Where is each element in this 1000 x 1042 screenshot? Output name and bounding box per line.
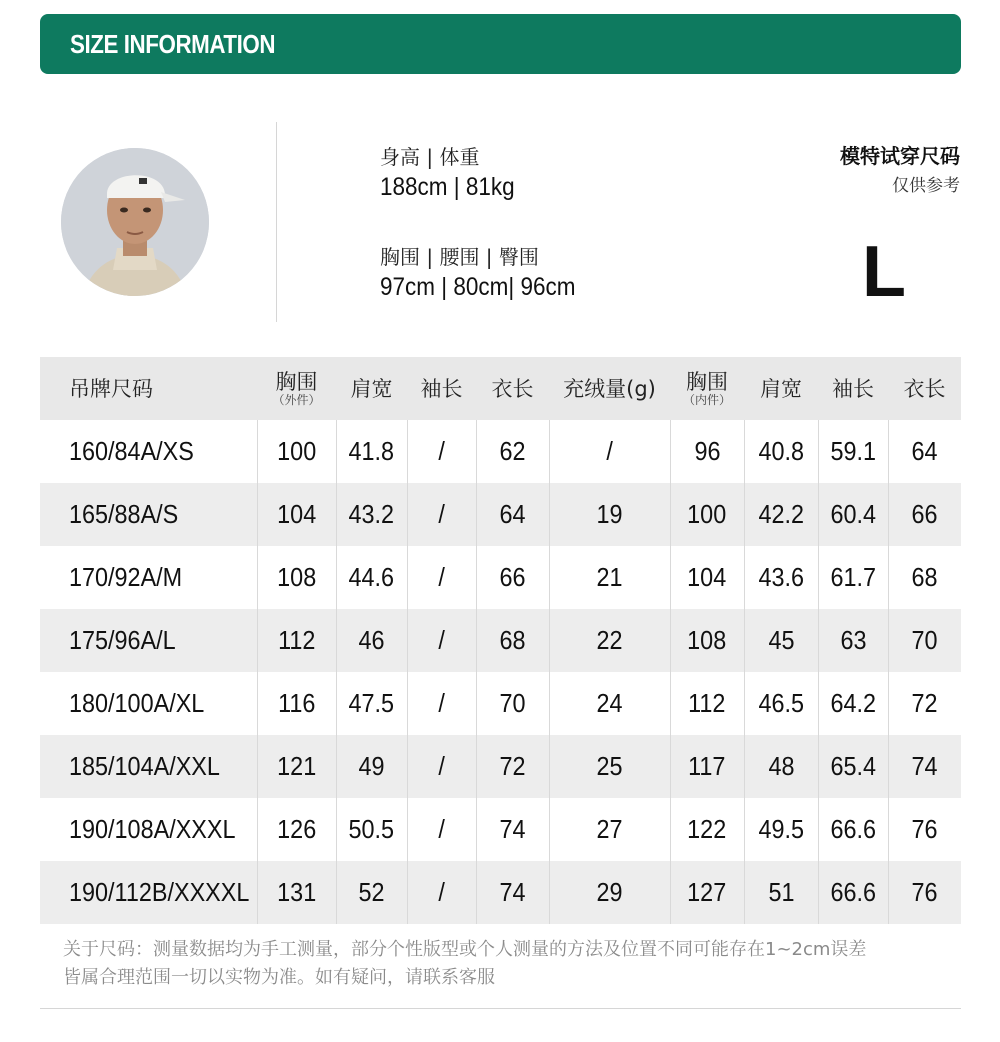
cell-value: 43.6 — [758, 562, 804, 592]
cell-value: 76 — [911, 814, 938, 844]
cell-value: 66 — [499, 562, 526, 592]
table-cell — [670, 861, 744, 924]
table-row — [40, 546, 961, 609]
size-label-cell — [40, 546, 257, 609]
cell-value: 70 — [911, 625, 938, 655]
table-cell — [670, 735, 744, 798]
header-cell — [407, 357, 476, 420]
table-header-row — [40, 357, 961, 420]
table-cell — [888, 609, 961, 672]
cell-value: 64 — [499, 499, 526, 529]
table-cell — [336, 798, 407, 861]
table-cell — [549, 609, 670, 672]
cell-value: 49 — [358, 751, 385, 781]
table-cell — [407, 672, 476, 735]
table-cell — [336, 483, 407, 546]
model-avatar — [61, 148, 209, 296]
header-label: 肩宽 — [760, 376, 802, 401]
cell-value: 21 — [596, 562, 623, 592]
cell-value: 100 — [276, 436, 317, 466]
table-row — [40, 798, 961, 861]
table-cell — [407, 420, 476, 483]
cell-value: 131 — [276, 877, 317, 907]
header-label: 吊牌尺码 — [69, 376, 153, 401]
table-cell — [744, 798, 818, 861]
table-cell — [818, 546, 888, 609]
table-cell — [744, 735, 818, 798]
cell-value: 41.8 — [348, 436, 395, 466]
cell-value: 46.5 — [758, 688, 804, 718]
cell-value: 43.2 — [348, 499, 395, 529]
size-label-cell — [40, 483, 257, 546]
header-cell — [549, 357, 670, 420]
cell-value: 62 — [499, 436, 526, 466]
height-weight-label: 身高 | 体重 — [380, 145, 480, 169]
cell-value: 127 — [687, 877, 727, 907]
table-cell — [257, 672, 336, 735]
header-cell — [336, 357, 407, 420]
header-label: 衣长 — [903, 376, 946, 401]
header-label: 衣长 — [491, 376, 534, 401]
table-cell — [549, 798, 670, 861]
size-label-cell — [40, 609, 257, 672]
cell-value: / — [438, 814, 445, 844]
fit-size-title: 模特试穿尺码 — [840, 144, 960, 168]
table-cell — [549, 735, 670, 798]
cell-value: 104 — [687, 562, 727, 592]
cell-value: 63 — [839, 625, 867, 655]
size-table — [40, 357, 961, 924]
header-cell — [888, 357, 961, 420]
table-cell — [670, 798, 744, 861]
cell-value: 74 — [499, 877, 526, 907]
table-cell — [744, 483, 818, 546]
cell-value: 64 — [911, 436, 938, 466]
table-cell — [744, 861, 818, 924]
table-cell — [336, 546, 407, 609]
table-cell — [670, 483, 744, 546]
cell-value: 27 — [596, 814, 623, 844]
cell-value: 100 — [687, 499, 727, 529]
table-cell — [549, 483, 670, 546]
size-note — [63, 936, 963, 992]
table-cell — [888, 798, 961, 861]
table-cell — [888, 735, 961, 798]
cell-value: 49.5 — [758, 814, 804, 844]
table-cell — [744, 672, 818, 735]
cell-value: 170/92A/M — [69, 562, 183, 592]
table-cell — [407, 609, 476, 672]
cell-value: 160/84A/XS — [69, 436, 194, 466]
table-cell — [818, 861, 888, 924]
cell-value: 40.8 — [758, 436, 804, 466]
table-cell — [476, 735, 549, 798]
cell-value: 24 — [596, 688, 623, 718]
size-label-cell — [40, 798, 257, 861]
cell-value: 44.6 — [348, 562, 395, 592]
header-label: 袖长 — [832, 376, 874, 401]
header-label: 充绒量(g) — [563, 376, 656, 401]
table-cell — [407, 546, 476, 609]
table-row — [40, 483, 961, 546]
cell-value: 117 — [688, 751, 726, 781]
body-measure-value: 97cm | 80cm| 96cm — [380, 273, 576, 301]
cell-value: / — [438, 877, 445, 907]
size-label-cell — [40, 420, 257, 483]
table-cell — [888, 420, 961, 483]
cell-value: 104 — [276, 499, 317, 529]
table-cell — [818, 420, 888, 483]
cell-value: 68 — [911, 562, 938, 592]
cell-value: 42.2 — [758, 499, 804, 529]
bottom-divider — [40, 1008, 961, 1009]
table-cell — [744, 546, 818, 609]
header-cell — [40, 357, 257, 420]
cell-value: 51 — [767, 877, 795, 907]
table-row — [40, 609, 961, 672]
vertical-divider — [276, 122, 277, 322]
table-cell — [257, 483, 336, 546]
cell-value: / — [606, 436, 613, 466]
table-cell — [818, 609, 888, 672]
header-label: 胸围 — [275, 370, 318, 394]
table-cell — [407, 483, 476, 546]
table-cell — [407, 798, 476, 861]
cell-value: 126 — [276, 814, 317, 844]
cell-value: 61.7 — [830, 562, 876, 592]
body-measure-label: 胸围 | 腰围 | 臀围 — [380, 245, 539, 269]
table-row — [40, 672, 961, 735]
size-label-cell — [40, 861, 257, 924]
table-cell — [670, 609, 744, 672]
table-cell — [407, 735, 476, 798]
model-portrait-icon — [61, 148, 209, 296]
cell-value: 72 — [911, 688, 938, 718]
cell-value: 47.5 — [348, 688, 395, 718]
table-cell — [336, 861, 407, 924]
cell-value: 48 — [767, 751, 795, 781]
cell-value: 52 — [358, 877, 385, 907]
size-label-cell — [40, 735, 257, 798]
table-cell — [476, 546, 549, 609]
table-header — [40, 357, 961, 420]
table-cell — [670, 546, 744, 609]
cell-value: 72 — [499, 751, 526, 781]
table-cell — [549, 420, 670, 483]
cell-value: 25 — [596, 751, 623, 781]
cell-value: 121 — [276, 751, 317, 781]
table-cell — [744, 420, 818, 483]
header-cell — [476, 357, 549, 420]
cell-value: 29 — [596, 877, 623, 907]
size-note-line-1: 关于尺码：测量数据均为手工测量，部分个性版型或个人测量的方法及位置不同可能存在1~2cm误差 — [63, 939, 867, 960]
cell-value: 74 — [499, 814, 526, 844]
cell-value: / — [438, 562, 445, 592]
cell-value: 70 — [499, 688, 526, 718]
table-cell — [818, 672, 888, 735]
table-cell — [888, 672, 961, 735]
table-cell — [549, 546, 670, 609]
size-label-cell — [40, 672, 257, 735]
fit-size-subtitle: 仅供参考 — [892, 176, 960, 196]
cell-value: / — [438, 625, 445, 655]
table-cell — [257, 735, 336, 798]
table-cell — [476, 609, 549, 672]
cell-value: 66.6 — [830, 814, 876, 844]
table-cell — [888, 546, 961, 609]
size-note-line-2: 皆属合理范围一切以实物为准。如有疑问，请联系客服 — [63, 967, 495, 988]
cell-value: 108 — [687, 625, 727, 655]
table-cell — [336, 420, 407, 483]
header-sublabel: （内件） — [682, 393, 731, 407]
cell-value: 45 — [767, 625, 795, 655]
table-cell — [336, 609, 407, 672]
cell-value: 59.1 — [830, 436, 876, 466]
table-row — [40, 735, 961, 798]
cell-value: 175/96A/L — [69, 625, 176, 655]
table-cell — [476, 672, 549, 735]
cell-value: 122 — [687, 814, 727, 844]
table-cell — [476, 483, 549, 546]
table-cell — [257, 546, 336, 609]
table-cell — [257, 798, 336, 861]
header-sublabel: （外件） — [272, 393, 321, 407]
cell-value: 108 — [276, 562, 317, 592]
cell-value: 19 — [596, 499, 623, 529]
header-label: 胸围 — [686, 370, 728, 394]
height-weight-value: 188cm | 81kg — [380, 173, 515, 201]
header-banner — [40, 14, 961, 74]
fit-size-value: L — [862, 232, 906, 312]
table-cell — [818, 798, 888, 861]
header-cell — [818, 357, 888, 420]
table-cell — [336, 735, 407, 798]
cell-value: 66 — [911, 499, 938, 529]
table-cell — [257, 609, 336, 672]
header-label: 肩宽 — [350, 376, 393, 401]
cell-value: 64.2 — [830, 688, 876, 718]
cell-value: 46 — [358, 625, 385, 655]
header-label: 袖长 — [420, 376, 463, 401]
cell-value: / — [438, 499, 445, 529]
table-row — [40, 420, 961, 483]
table-cell — [549, 861, 670, 924]
table-row — [40, 861, 961, 924]
table-cell — [476, 861, 549, 924]
cell-value: 180/100A/XL — [69, 688, 205, 718]
cell-value: 190/108A/XXXL — [69, 814, 236, 844]
table-body — [40, 420, 961, 924]
cell-value: / — [438, 751, 445, 781]
table-cell — [818, 483, 888, 546]
table-cell — [818, 735, 888, 798]
cell-value: / — [438, 688, 445, 718]
cell-value: 65.4 — [830, 751, 876, 781]
table-cell — [888, 861, 961, 924]
cell-value: 76 — [911, 877, 938, 907]
cell-value: 185/104A/XXL — [69, 751, 220, 781]
table-cell — [888, 483, 961, 546]
header-cell — [670, 357, 744, 420]
table-cell — [744, 609, 818, 672]
header-cell — [257, 357, 336, 420]
table-cell — [257, 420, 336, 483]
cell-value: / — [438, 436, 445, 466]
cell-value: 116 — [277, 688, 316, 718]
cell-value: 50.5 — [348, 814, 395, 844]
table-cell — [549, 672, 670, 735]
cell-value: 190/112B/XXXXL — [69, 877, 250, 907]
cell-value: 22 — [596, 625, 623, 655]
table-cell — [476, 798, 549, 861]
cell-value: 112 — [688, 688, 726, 718]
cell-value: 66.6 — [830, 877, 876, 907]
cell-value: 60.4 — [830, 499, 876, 529]
cell-value: 74 — [911, 751, 938, 781]
table-cell — [476, 420, 549, 483]
table-cell — [407, 861, 476, 924]
cell-value: 96 — [693, 436, 721, 466]
table-cell — [670, 672, 744, 735]
table-cell — [670, 420, 744, 483]
banner-title: SIZE INFORMATION — [70, 29, 276, 59]
table-cell — [336, 672, 407, 735]
cell-value: 68 — [499, 625, 526, 655]
cell-value: 112 — [277, 625, 316, 655]
header-cell — [744, 357, 818, 420]
cell-value: 165/88A/S — [69, 499, 179, 529]
